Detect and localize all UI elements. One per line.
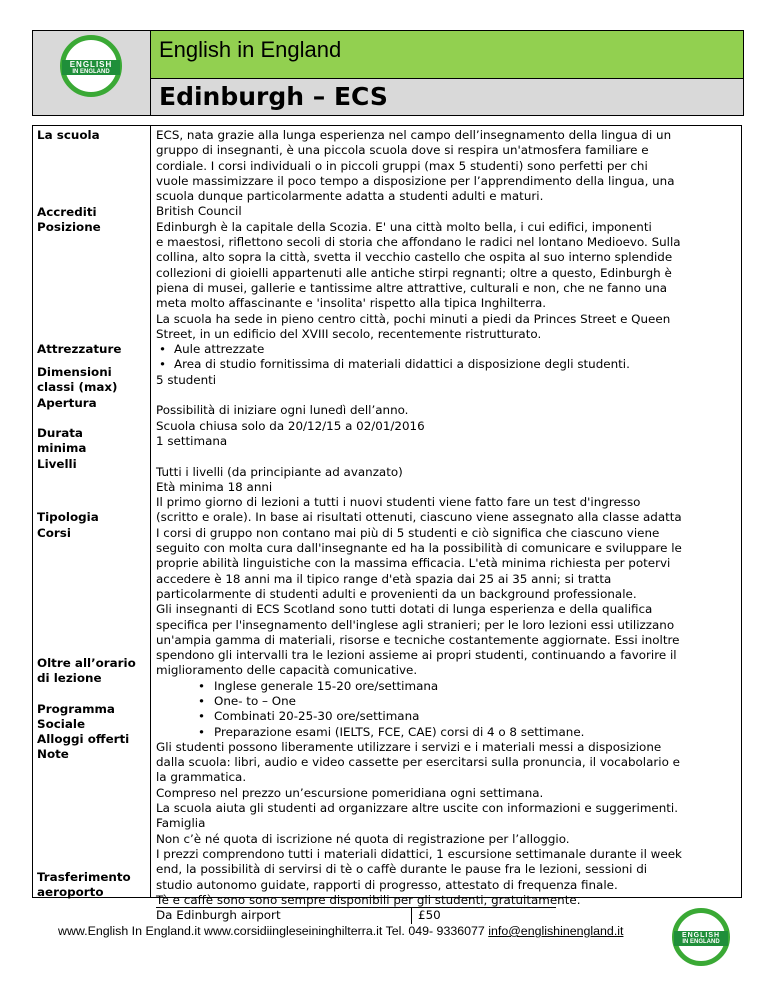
transfer-price: £50 [418, 908, 441, 923]
label-la-scuola: La scuola [37, 128, 100, 142]
logo-band [674, 931, 728, 945]
label-dimensioni-classi: Dimensioni classi (max) [37, 365, 118, 395]
list-item: • Inglese generale 15-20 ore/settimana [156, 679, 741, 694]
label-livelli: Livelli [37, 456, 77, 471]
text-line: 5 studenti [156, 372, 217, 387]
text-line: ECS, nata grazie alla lunga esperienza nel campo dell’insegnamento della lingua di un [156, 128, 672, 142]
label-accrediti: Accrediti [37, 204, 97, 219]
text-line: spendono gli intervalli tra le lezioni assieme ai propri studenti, continuando a favorire il [156, 648, 677, 663]
text-line: Non c’è né quota di iscrizione né quota di registrazione per l’alloggio. [156, 831, 570, 846]
label-programma-sociale: Programma Sociale [37, 701, 115, 731]
list-item: • Area di studio fornitissima di materiali didattici a disposizione degli studenti. [156, 357, 741, 372]
label-trasferimento: Trasferimento aeroporto [37, 870, 131, 900]
brand-title: English in England [159, 37, 342, 62]
text-line: Età minima 18 anni [156, 479, 273, 494]
footer-contacts [58, 924, 623, 938]
section-livelli [156, 465, 741, 526]
text-line: collina, alto sopra la città, svetta il vecchio castello che ospita al suo interno splendide [156, 250, 673, 265]
english-in-england-logo-icon [672, 908, 730, 966]
section-alloggi [156, 816, 741, 831]
text-line: Tutti i livelli (da principiante ad avanzato) [156, 464, 403, 479]
label-alloggi-offerti: Alloggi offerti [37, 732, 130, 747]
section-oltre-orario [156, 740, 741, 786]
text-line: meta molto affascinante e 'insolita' rispetto alla tipica Inghilterra. [156, 296, 547, 311]
section-apertura [156, 403, 741, 434]
section-durata [156, 434, 741, 465]
section-trasferimento [156, 908, 741, 923]
text-line: Gli insegnanti di ECS Scotland sono tutti dotati di lunga esperienza e della qualifica [156, 602, 653, 617]
text-line: Compreso nel prezzo un’escursione pomeridiana ogni settimana. [156, 785, 544, 800]
label-note: Note [37, 747, 69, 762]
info-table [32, 125, 742, 923]
label-tipologia-corsi: Tipologia Corsi [37, 510, 99, 540]
section-tipologia [156, 526, 741, 740]
text-line: Possibilità di iniziare ogni lunedì dell’anno. [156, 403, 409, 418]
text-line: la grammatica. [156, 770, 247, 785]
text-line: studio autonomo guidate, rapporti di progresso, attestato di frequenza finale. [156, 877, 618, 892]
list-item: • One- to – One [156, 694, 741, 709]
text-line: scuola dunque particolarmente adatta a studenti adulti e maturi. [156, 189, 544, 204]
text-line: Scuola chiusa solo da 20/12/15 a 02/01/2016 [156, 418, 425, 433]
list-item: • Aule attrezzate [156, 342, 741, 357]
text-line: specifica per l'insegnamento dell'inglese agli stranieri; per le loro lezioni essi utilizzano [156, 617, 675, 632]
logo-line1: ENGLISH [69, 59, 113, 69]
label-attrezzature: Attrezzature [37, 342, 122, 357]
brand-row [151, 31, 743, 79]
text-line: vuole massimizzare il poco tempo a disposizione per l’apprendimento della lingua, una [156, 173, 675, 188]
text-line: La scuola ha sede in pieno centro città, pochi minuti a piedi da Princes Street e Queen [156, 311, 671, 326]
text-line: (scritto e orale). In base ai risultati ottenuti, ciascuno viene assegnato alla classe adatta [156, 510, 682, 525]
text-line: dalla scuola: libri, audio e video cassette per esercitarsi sulla pronuncia, il vocabolario e [156, 755, 680, 770]
logo-line1: ENGLISH [681, 932, 721, 940]
text-line: 1 settimana [156, 433, 228, 448]
section-dimensioni [156, 373, 741, 404]
school-title: Edinburgh – ECS [159, 82, 388, 111]
section-programma-sociale [156, 786, 741, 817]
text-line: un'ampia gamma di materiali, risorse e tecniche costantemente aggiornate. Essi inoltre [156, 632, 680, 647]
labels-column [33, 126, 151, 900]
transfer-divider [411, 908, 412, 924]
text-line: I prezzi comprendono tutti i materiali didattici, 1 escursione settimanale durante il week [156, 846, 682, 861]
footer-email-link[interactable]: info@englishinengland.it [488, 924, 624, 938]
text-line: Gli studenti possono liberamente utilizzare i servizi e i materiali messi a disposizione [156, 739, 662, 754]
text-line: miglioramento delle capacità comunicative. [156, 663, 418, 678]
text-line: gruppo di insegnanti, è una piccola scuola dove si respira un'atmosfera familiare e [156, 143, 649, 158]
text-line: accedere è 18 anni ma il tipico range d'età spazia dai 25 ai 35 anni; si tratta [156, 571, 612, 586]
text-line: cordiale. I corsi individuali o in piccoli gruppi (max 5 studenti) sono perfetti per chi [156, 158, 648, 173]
spacer [156, 388, 741, 403]
section-attrezzature [156, 342, 741, 373]
text-line: I corsi di gruppo non contano mai più di 5 studenti e ciò significa che ciascuno viene [156, 525, 660, 540]
list-item: • Preparazione esami (IELTS, FCE, CAE) corsi di 4 o 8 settimane. [156, 725, 741, 740]
transfer-from: Da Edinburgh airport [156, 908, 281, 923]
text-line: Famiglia [156, 816, 206, 831]
label-durata-minima: Durata minima [37, 426, 87, 456]
logo-cell [33, 31, 151, 115]
text-line: Edinburgh è la capitale della Scozia. E' una città molto bella, i cui edifici, imponenti [156, 219, 652, 234]
list-item: • Combinati 20-25-30 ore/settimana [156, 709, 741, 724]
label-oltre-orario: Oltre all’orario di lezione [37, 655, 136, 685]
text-line: seguito con molta cura dall'insegnante ed ha la possibilità di comunicare e sviluppare le [156, 541, 682, 556]
text-line: Street, in un edificio del XVIII secolo, recentemente ristrutturato. [156, 326, 542, 341]
text-line: Tè e caffè sono sono sempre disponibili per gli studenti, gratuitamente. [156, 892, 581, 907]
text-line: particolarmente di studenti adulti e provenienti da un background professionale. [156, 586, 637, 601]
section-note [156, 832, 741, 908]
label-apertura: Apertura [37, 395, 97, 410]
spacer [156, 449, 741, 464]
course-list [156, 679, 741, 740]
section-posizione [156, 220, 741, 342]
label-posizione: Posizione [37, 219, 101, 234]
english-in-england-logo-icon [60, 35, 122, 97]
text-line: La scuola aiuta gli studenti ad organizzare altre uscite con informazioni e suggerimenti. [156, 801, 678, 816]
logo-line2: IN ENGLAND [682, 939, 720, 946]
content-column [156, 128, 741, 923]
text-line: collezioni di gioielli appartenuti alle antiche stirpi regnanti; oltre a questo, Edinburgh è [156, 265, 672, 280]
footer-text: www.English In England.it www.corsidiingleseininghilterra.it Tel. 049- 9336077 [58, 924, 489, 938]
header-table [32, 30, 744, 116]
school-title-row [151, 79, 743, 115]
logo-line2: IN ENGLAND [72, 68, 110, 75]
logo-band [62, 60, 120, 76]
section-la-scuola [156, 128, 741, 204]
text-line: British Council [156, 204, 242, 219]
text-line: proprie abilità linguistiche con la massima efficacia. L'età minima richiesta per potervi [156, 556, 671, 571]
text-line: end, la possibilità di servirsi di tè o caffè durante le pause fra le lezioni, sessioni di [156, 862, 648, 877]
text-line: e maestosi, riflettono secoli di storia che affondano le radici nel lontano Medioevo. Sulla [156, 235, 681, 250]
section-accrediti [156, 204, 741, 219]
text-line: piena di musei, gallerie e tantissime altre attrattive, culturali e non, che ne fanno una [156, 280, 668, 295]
text-line: Il primo giorno di lezioni a tutti i nuovi studenti viene fatto fare un test d'ingresso [156, 495, 641, 510]
